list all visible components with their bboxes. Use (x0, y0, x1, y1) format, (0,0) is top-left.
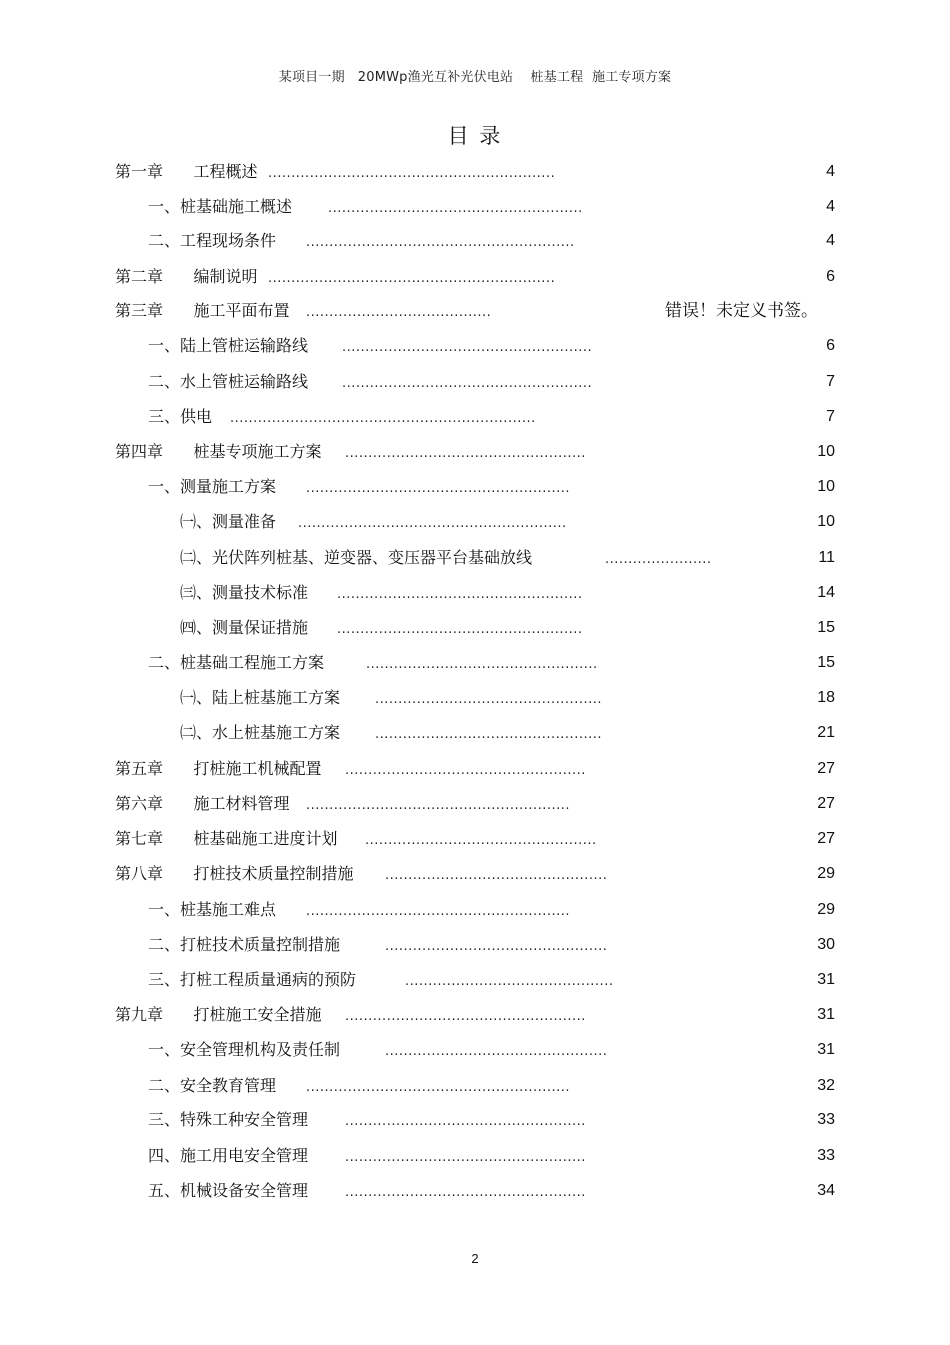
toc-entry[interactable] (0, 546, 950, 570)
toc-entry-label: 三、特殊工种安全管理 (148, 1110, 309, 1129)
toc-entry-label: ㈠、测量准备 (180, 512, 277, 531)
toc-entry[interactable] (0, 581, 950, 605)
toc-entry-label: 第五章 打桩施工机械配置 (115, 759, 322, 778)
toc-entry-label: 一、陆上管桩运输路线 (148, 336, 309, 355)
toc-entry-label: 第七章 桩基础施工进度计划 (115, 829, 338, 848)
toc-entry-page-number: 31 (817, 1041, 835, 1058)
toc-entry-page-number: 27 (817, 760, 835, 777)
toc-entry[interactable] (0, 405, 950, 429)
toc-entry-leader-dots: .................................................. (366, 657, 598, 672)
toc-entry-leader-dots: ................................................ (385, 868, 608, 883)
toc-entry-page-number: 15 (817, 654, 835, 671)
toc-entry[interactable] (0, 475, 950, 499)
toc-entry[interactable] (0, 1144, 950, 1168)
toc-entry-leader-dots: ........................................ (306, 305, 492, 320)
toc-entry-label: 第四章 桩基专项施工方案 (115, 442, 322, 461)
toc-entry[interactable] (0, 160, 950, 184)
toc-entry[interactable] (0, 898, 950, 922)
toc-entry-leader-dots: ..................................................... (337, 587, 583, 602)
toc-entry-page-number: 15 (817, 619, 835, 636)
toc-entry[interactable] (0, 721, 950, 745)
toc-entry-leader-dots: .................................................................. (230, 411, 536, 426)
toc-entry-leader-dots: ................................................ (385, 939, 608, 954)
toc-entry-leader-dots: ......................................................... (306, 798, 571, 813)
toc-entry[interactable] (0, 334, 950, 358)
toc-entry[interactable] (0, 933, 950, 957)
toc-entry-leader-dots: .......................................................... (298, 516, 567, 531)
toc-entry-leader-dots: ................................................ (385, 1044, 608, 1059)
toc-entry-leader-dots: ....................................................... (328, 201, 583, 216)
toc-entry-label: ㈣、测量保证措施 (180, 618, 309, 637)
toc-entry-label: ㈡、光伏阵列桩基、逆变器、变压器平台基础放线 (180, 548, 533, 567)
toc-entry-leader-dots: .................................................. (365, 833, 597, 848)
toc-entry[interactable] (0, 510, 950, 534)
toc-entry[interactable] (0, 862, 950, 886)
toc-entry[interactable] (0, 440, 950, 464)
toc-entry-label: 一、安全管理机构及责任制 (148, 1040, 341, 1059)
toc-entry-page-number: 18 (817, 689, 835, 706)
toc-entry-label: 一、测量施工方案 (148, 477, 277, 496)
toc-entry-leader-dots: .................................................... (345, 446, 586, 461)
toc-entry-leader-dots: .......................................................... (306, 235, 575, 250)
toc-entry-label: 二、水上管桩运输路线 (148, 372, 309, 391)
running-header: 某项目一期 20MWp渔光互补光伏电站 桩基工程 施工专项方案 (278, 70, 672, 85)
toc-entry-label: 四、施工用电安全管理 (148, 1146, 309, 1165)
toc-entry[interactable] (0, 229, 950, 253)
toc-entry-leader-dots: .............................................................. (268, 166, 556, 181)
toc-entry[interactable] (0, 1003, 950, 1027)
toc-entry-page-number: 7 (826, 373, 835, 390)
toc-entry-page-number: 11 (818, 549, 835, 566)
toc-entry[interactable] (0, 616, 950, 640)
toc-entry-label: 五、机械设备安全管理 (148, 1181, 309, 1200)
toc-entry-leader-dots: .............................................................. (268, 271, 556, 286)
toc-entry-leader-dots: .................................................... (345, 1114, 586, 1129)
toc-entry-leader-dots: ...................................................... (342, 340, 593, 355)
toc-entry-page-number: 32 (817, 1077, 835, 1094)
toc-entry-leader-dots: ..................................................... (337, 622, 583, 637)
toc-entry-label: 第六章 施工材料管理 (115, 794, 290, 813)
toc-entry-leader-dots: ......................................................... (306, 904, 571, 919)
toc-entry[interactable] (0, 195, 950, 219)
toc-entry-label: 二、安全教育管理 (148, 1076, 277, 1095)
toc-entry-page-number: 4 (826, 198, 835, 215)
toc-entry-label: 第一章 工程概述 (115, 162, 258, 181)
toc-entry[interactable] (0, 968, 950, 992)
toc-entry-label: 二、工程现场条件 (148, 231, 277, 250)
toc-entry-label: 一、桩基施工难点 (148, 900, 277, 919)
toc-entry-leader-dots: ......................................................... (306, 481, 571, 496)
toc-entry-page-number: 31 (817, 971, 835, 988)
toc-entry-page-number: 10 (817, 443, 835, 460)
page-title: 目 录 (447, 124, 503, 148)
toc-entry[interactable] (0, 1074, 950, 1098)
toc-entry-leader-dots: ....................... (605, 552, 712, 567)
toc-entry-page-number: 10 (817, 478, 835, 495)
toc-entry-leader-dots: ...................................................... (342, 376, 593, 391)
toc-entry-label: 一、桩基础施工概述 (148, 197, 293, 216)
toc-entry-page-number: 4 (826, 163, 835, 180)
toc-entry-page-number: 33 (817, 1111, 835, 1128)
toc-entry-leader-dots: ................................................. (375, 727, 602, 742)
toc-entry-label: 二、打桩技术质量控制措施 (148, 935, 341, 954)
page-number: 2 (471, 1251, 479, 1266)
toc-entry-page-number: 6 (826, 268, 835, 285)
toc-entry-page-number: 27 (817, 830, 835, 847)
toc-entry-label: ㈠、陆上桩基施工方案 (180, 688, 341, 707)
toc-entry[interactable] (0, 265, 950, 289)
toc-entry-page-number: 10 (817, 513, 835, 530)
toc-entry[interactable] (0, 827, 950, 851)
toc-entry-page-number: 33 (817, 1147, 835, 1164)
toc-entry-page-number: 30 (817, 936, 835, 953)
toc-entry-page-number: 21 (817, 724, 835, 741)
toc-entry-leader-dots: .................................................... (345, 1185, 586, 1200)
toc-entry-leader-dots: ................................................. (375, 692, 602, 707)
toc-entry-leader-dots: ............................................. (405, 974, 614, 989)
toc-entry-label: ㈡、水上桩基施工方案 (180, 723, 341, 742)
toc-entry[interactable] (0, 792, 950, 816)
toc-entry-label: 第九章 打桩施工安全措施 (115, 1005, 322, 1024)
toc-entry[interactable] (0, 299, 950, 323)
toc-entry-page-number: 29 (817, 901, 835, 918)
toc-entry-label: 三、打桩工程质量通病的预防 (148, 970, 357, 989)
toc-entry-page-number: 7 (826, 408, 835, 425)
toc-entry-label: 第三章 施工平面布置 (115, 301, 290, 320)
toc-entry-page-number: 27 (817, 795, 835, 812)
toc-entry-leader-dots: ......................................................... (306, 1080, 571, 1095)
toc-entry-leader-dots: .................................................... (345, 763, 586, 778)
toc-entry[interactable] (0, 686, 950, 710)
toc-entry-page-number: 34 (817, 1182, 835, 1199)
toc-entry[interactable] (0, 1179, 950, 1203)
toc-entry-label: 三、供电 (148, 407, 213, 426)
toc-entry-page-number: 31 (817, 1006, 835, 1023)
toc-entry-page-number: 4 (826, 232, 835, 249)
toc-entry-label: 第二章 编制说明 (115, 267, 258, 286)
toc-entry-leader-dots: .................................................... (345, 1009, 586, 1024)
toc-entry-label: 第八章 打桩技术质量控制措施 (115, 864, 354, 883)
toc-entry-label: 二、桩基础工程施工方案 (148, 653, 325, 672)
toc-entry-page-number: 14 (817, 584, 835, 601)
toc-entry-page-number: 29 (817, 865, 835, 882)
toc-entry-leader-dots: .................................................... (345, 1150, 586, 1165)
toc-entry[interactable] (0, 1038, 950, 1062)
toc-entry[interactable] (0, 370, 950, 394)
toc-entry-label: ㈢、测量技术标准 (180, 583, 309, 602)
toc-entry[interactable] (0, 1108, 950, 1132)
toc-entry-error-text: 错误！未定义书签。 (665, 301, 818, 320)
toc-entry-page-number: 6 (826, 337, 835, 354)
toc-entry[interactable] (0, 651, 950, 675)
toc-entry[interactable] (0, 757, 950, 781)
